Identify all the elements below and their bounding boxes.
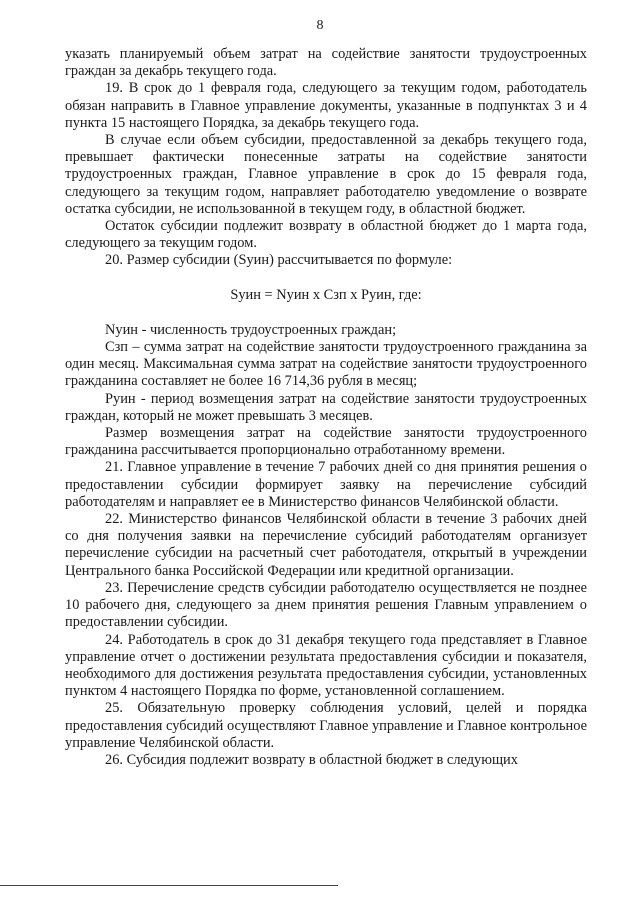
paragraph-19: 19. В срок до 1 февраля года, следующего за текущим годом, работодатель обязан направить в Главное управление документы, указанные в подпунктах 3 и 4 пункта 15 настоящего Порядка, за декабрь текущего года. (65, 80, 587, 131)
paragraph-21: 21. Главное управление в течение 7 рабочих дней со дня принятия решения о предоставлении субсидии формирует заявку на перечисление субсидий работодателям и направляет ее в Министерство финансов Челябинской области. (65, 459, 587, 510)
paragraph-subsidy-excess: В случае если объем субсидии, предоставленной за декабрь текущего года, превышает фактически понесенные затраты на содействие занятости трудоустроенных граждан, Главное управление в срок до 15 февраля года, следующего за текущим годом, направляет работодателю уведомление о возврате остатка субсидии, не использованной в текущем году, в областной бюджет. (65, 132, 587, 217)
page-number: 8 (316, 18, 324, 33)
footer-divider (0, 885, 338, 886)
paragraph-reimbursement-size: Размер возмещения затрат на содействие занятости трудоустроенного гражданина рассчитывается пропорционально отработанному времени. (65, 425, 587, 459)
paragraph-subsidy-remainder: Остаток субсидии подлежит возврату в областной бюджет до 1 марта года, следующего за текущим годом. (65, 218, 587, 252)
paragraph-22: 22. Министерство финансов Челябинской области в течение 3 рабочих дней со дня получения заявки на перечисление субсидий работодателям организует перечисление субсидии на расчетный счет работодателя, открытый в учреждении Центрального банка Российской Федерации или кредитной организации. (65, 511, 587, 579)
paragraph-20: 20. Размер субсидии (Sуин) рассчитывается по формуле: (105, 252, 453, 269)
paragraph-continuation: указать планируемый объем затрат на содействие занятости трудоустроенных граждан за декабрь текущего года. (65, 46, 587, 80)
formula-definition-n: Nуин - численность трудоустроенных граждан; (105, 321, 397, 338)
formula-definition-c: Сзп – сумма затрат на содействие занятости трудоустроенного гражданина за один месяц. Максимальная сумма затрат на содействие занятости трудоустроенного гражданина составляет не более 16 714,36 рубля в месяц; (65, 339, 587, 390)
paragraph-23: 23. Перечисление средств субсидии работодателю осуществляется не позднее 10 рабочего дня, следующего за днем принятия решения Главным управлением о предоставлении субсидии. (65, 579, 587, 631)
paragraph-25: 25. Обязательную проверку соблюдения условий, целей и порядка предоставления субсидий осуществляют Главное управление и Главное контрольное управление Челябинской области. (65, 700, 587, 751)
document-body (65, 46, 587, 769)
paragraph-24: 24. Работодатель в срок до 31 декабря текущего года представляет в Главное управление отчет о достижении результата предоставления субсидии и показателя, необходимого для достижения результата предоставления субсидии, установленных пунктом 4 настоящего Порядка по форме, установленной соглашением. (65, 631, 587, 700)
paragraph-26: 26. Субсидия подлежит возврату в областной бюджет в следующих (105, 751, 518, 768)
formula-definition-p: Руин - период возмещения затрат на содействие занятости трудоустроенных граждан, который не может превышать 3 месяцев. (65, 390, 587, 424)
subsidy-formula: Sуин = Nуин х Сзп х Руин, где: (230, 286, 422, 303)
